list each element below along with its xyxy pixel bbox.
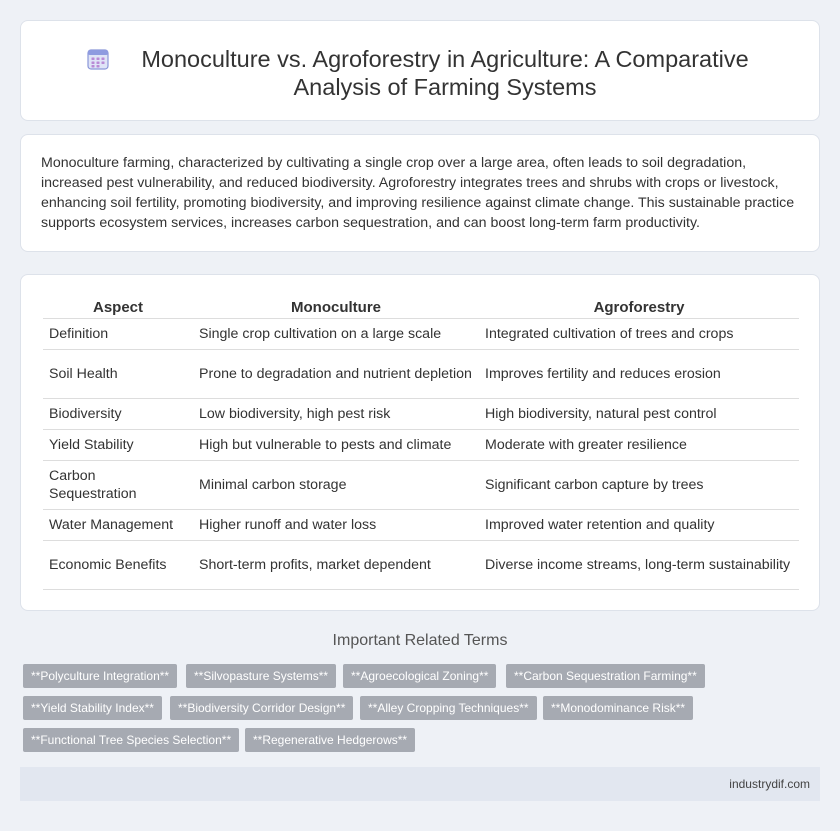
cell-agroforestry: Moderate with greater resilience bbox=[479, 430, 799, 461]
cell-aspect: Definition bbox=[43, 319, 193, 350]
intro-paragraph: Monoculture farming, characterized by cultivating a single crop over a large area, often leads to soil degradation, increased pest vulnerability, and reduced biodiversity. Agroforestry integrates trees and shrubs with crops or livestock, enhancing soil fertility, promoting biodiversity, and improving resilience against climate change. This sustainable practice supports ecosystem services, increases carbon sequestration, and can boost long-term farm productivity. bbox=[41, 155, 795, 231]
cell-monoculture: Prone to degradation and nutrient depletion bbox=[193, 350, 479, 399]
title-wrap bbox=[81, 45, 759, 101]
table-header-row bbox=[43, 295, 799, 319]
cell-monoculture: Minimal carbon storage bbox=[193, 461, 479, 510]
table-row bbox=[43, 461, 799, 510]
intro-card bbox=[20, 134, 820, 252]
cell-aspect: Carbon Sequestration bbox=[43, 461, 193, 510]
related-terms-heading: Important Related Terms bbox=[332, 632, 508, 649]
page-title: Monoculture vs. Agroforestry in Agriculture: A Comparative Analysis of Farming Systems bbox=[141, 46, 749, 100]
footer-site[interactable]: industrydif.com bbox=[729, 777, 810, 791]
related-term-tag[interactable]: **Biodiversity Corridor Design** bbox=[170, 696, 353, 720]
related-term-tag[interactable]: **Silvopasture Systems** bbox=[186, 664, 336, 688]
cell-aspect: Biodiversity bbox=[43, 399, 193, 430]
header-aspect: Aspect bbox=[43, 295, 193, 319]
table-row bbox=[43, 510, 799, 541]
related-term-tag[interactable]: **Yield Stability Index** bbox=[23, 696, 162, 720]
cell-aspect: Soil Health bbox=[43, 350, 193, 399]
cell-agroforestry: Improved water retention and quality bbox=[479, 510, 799, 541]
related-term-tag[interactable]: **Agroecological Zoning** bbox=[343, 664, 496, 688]
cell-aspect: Yield Stability bbox=[43, 430, 193, 461]
footer bbox=[20, 767, 820, 801]
related-term-tag[interactable]: **Functional Tree Species Selection** bbox=[23, 728, 239, 752]
cell-aspect: Economic Benefits bbox=[43, 541, 193, 590]
comparison-table bbox=[43, 295, 799, 590]
comparison-card bbox=[20, 274, 820, 611]
title-card bbox=[20, 20, 820, 121]
cell-monoculture: Higher runoff and water loss bbox=[193, 510, 479, 541]
table-row bbox=[43, 541, 799, 590]
cell-aspect: Water Management bbox=[43, 510, 193, 541]
cell-monoculture: Single crop cultivation on a large scale bbox=[193, 319, 479, 350]
cell-monoculture: Low biodiversity, high pest risk bbox=[193, 399, 479, 430]
cell-monoculture: Short-term profits, market dependent bbox=[193, 541, 479, 590]
header-monoculture: Monoculture bbox=[193, 295, 479, 319]
related-term-tag[interactable]: **Polyculture Integration** bbox=[23, 664, 177, 688]
table-row bbox=[43, 399, 799, 430]
table-row bbox=[43, 350, 799, 399]
cell-agroforestry: Integrated cultivation of trees and crops bbox=[479, 319, 799, 350]
header-agroforestry: Agroforestry bbox=[479, 295, 799, 319]
related-term-tag[interactable]: **Carbon Sequestration Farming** bbox=[506, 664, 705, 688]
cell-agroforestry: Improves fertility and reduces erosion bbox=[479, 350, 799, 399]
cell-agroforestry: Diverse income streams, long-term sustainability bbox=[479, 541, 799, 590]
related-term-tag[interactable]: **Monodominance Risk** bbox=[543, 696, 693, 720]
table-row bbox=[43, 430, 799, 461]
table-row bbox=[43, 319, 799, 350]
cell-agroforestry: High biodiversity, natural pest control bbox=[479, 399, 799, 430]
related-term-tag[interactable]: **Alley Cropping Techniques** bbox=[360, 696, 537, 720]
cell-agroforestry: Significant carbon capture by trees bbox=[479, 461, 799, 510]
related-term-tag[interactable]: **Regenerative Hedgerows** bbox=[245, 728, 415, 752]
cell-monoculture: High but vulnerable to pests and climate bbox=[193, 430, 479, 461]
